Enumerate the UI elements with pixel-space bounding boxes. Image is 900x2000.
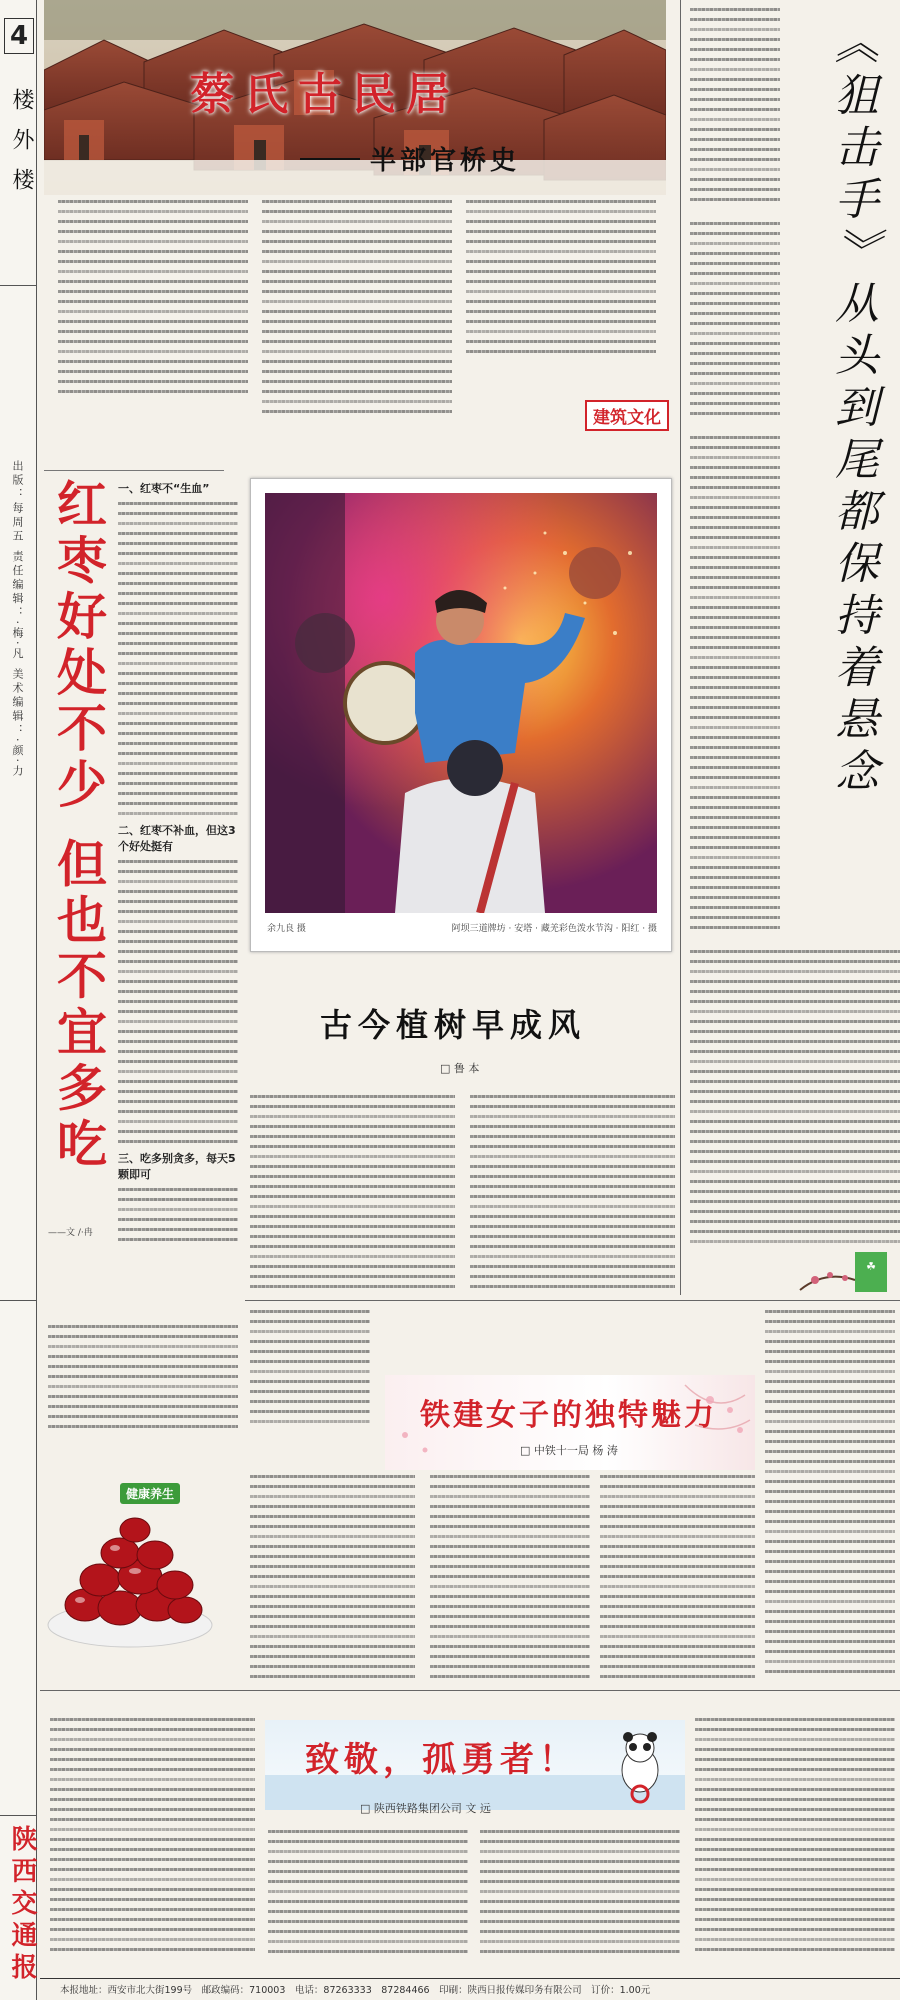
festival-photo-frame [250, 478, 672, 952]
photo-caption-left: 余九良 摄 [267, 924, 306, 934]
left-article-title: 红枣好处不少 但也不宜多吃 [49, 478, 108, 1174]
right-article-column [690, 8, 780, 943]
left-section-heading: 二、红枣不补血，但这3个好处挺有 [118, 824, 236, 853]
bottom-article-column [480, 1830, 680, 1970]
left-article-column [118, 480, 238, 1320]
center-article-column [470, 1095, 675, 1295]
plum-blossom-illustration [795, 1250, 890, 1295]
newspaper-logo: 陕西交通报 [7, 1825, 37, 1985]
right-article-continuation [690, 950, 900, 1290]
jujube-bowl-image [45, 1505, 215, 1655]
bottom-article-column [695, 1718, 895, 1968]
top-article-subtitle: 半部官桥史 [370, 146, 521, 176]
left-section-heading: 一、红枣不“生血” [118, 482, 210, 495]
left-article-author: ——文 /·冉 [48, 1228, 93, 1238]
middle-article-byline: □ 中铁十一局 杨 涛 [520, 1444, 618, 1457]
right-article-title: 《狙击手》从头到尾都保持着悬念 [827, 20, 878, 800]
center-article-column [250, 1095, 455, 1295]
center-article-byline: □ 鲁 本 [440, 1062, 480, 1075]
health-badge: 健康养生 [120, 1483, 180, 1504]
middle-article-title: 铁建女子的独特魅力 [420, 1398, 717, 1433]
photo-caption-right: 阿坝三道牌坊 · 安塔 · 藏羌彩色泼水节沟 · 阳红 · 摄 [451, 924, 657, 934]
top-article-tag: 建筑文化 [585, 400, 669, 431]
middle-article-column [765, 1310, 895, 1680]
top-article-column [58, 200, 248, 395]
masthead-side-text: 出版：每周五 责任编辑：·梅·凡 美术编辑：·颜·力 [11, 460, 24, 779]
masthead-strip [0, 0, 37, 2000]
bottom-article-byline: □ 陕西铁路集团公司 文 远 [360, 1802, 491, 1815]
middle-article-column [250, 1475, 415, 1685]
left-article-column [48, 1325, 238, 1475]
bottom-article-column [50, 1718, 255, 1968]
top-article-title: 蔡氏古民居 [190, 69, 460, 120]
top-article-column [466, 200, 656, 395]
festival-photo [265, 493, 657, 913]
center-article-title: 古今植树早成风 [320, 1006, 587, 1044]
bottom-article-title: 致敬，孤勇者！ [305, 1740, 578, 1780]
middle-article-column [600, 1475, 755, 1685]
middle-article-column [250, 1310, 370, 1460]
footer-info: 本报地址：西安市北大街199号 邮政编码：710003 电话：87263333 87284466 印刷：陕西日报传媒印务有限公司 订价：1.00元 [60, 1985, 651, 1996]
left-section-heading: 三、吃多别贪多，每天5颗即可 [118, 1152, 236, 1181]
page-number: 4 [4, 18, 34, 54]
bottom-article-column [268, 1830, 468, 1970]
svg-text:☘: ☘ [866, 1260, 876, 1273]
section-name: 楼外楼 [9, 88, 34, 208]
top-article-column [262, 200, 452, 430]
middle-article-column [430, 1475, 590, 1685]
